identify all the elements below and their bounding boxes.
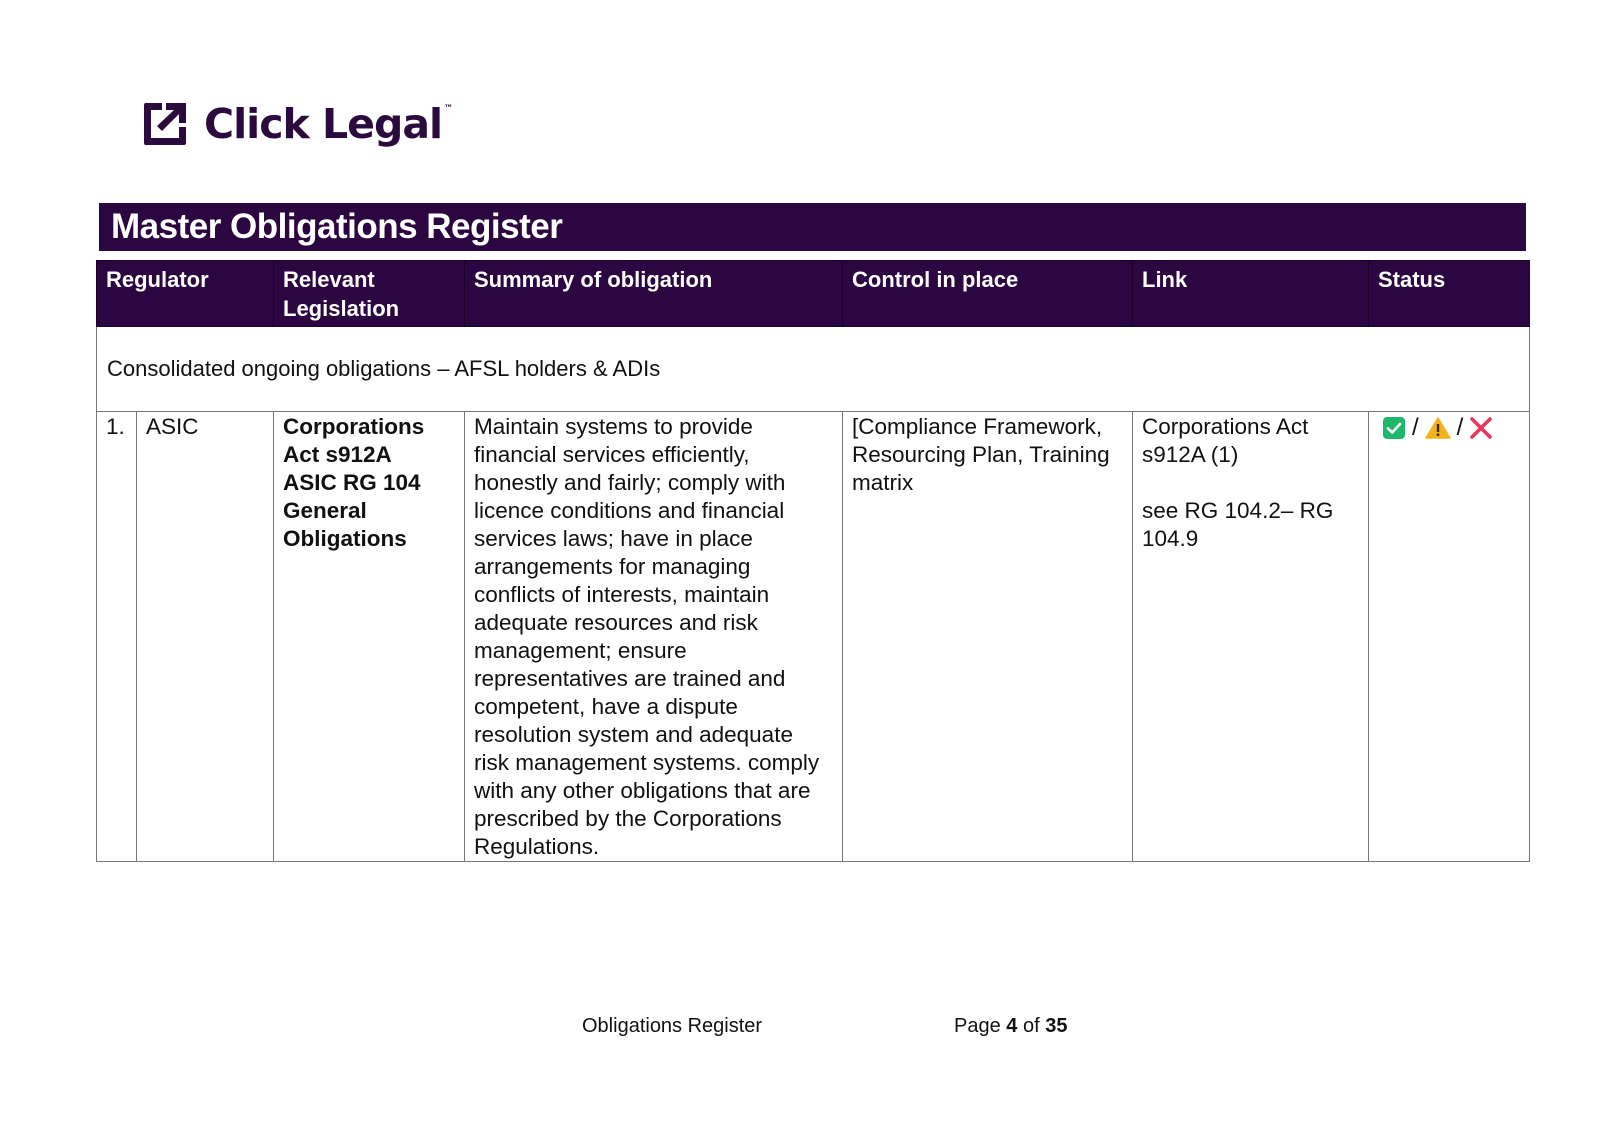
page-total: 35 [1045, 1015, 1068, 1037]
status-icons [1378, 413, 1520, 440]
status-separator: / [1456, 414, 1464, 441]
logo-trademark: ™ [444, 104, 454, 114]
header-legislation: Relevant Legislation [274, 261, 465, 327]
row-regulator: ASIC [137, 412, 274, 862]
row-status [1369, 412, 1530, 862]
row-summary: Maintain systems to provide financial services efficiently, honestly and fairly; comply with licence conditions and financial services laws; have in place arrangements for managing conflicts of interests, maintain adequate resources and risk management; ensure representatives are trained and competent, have a dispute resolution system and adequate risk management systems. comply with any other obligations that are prescribed by the Corporations Regulations. [465, 412, 843, 862]
header-regulator: Regulator [97, 261, 274, 327]
section-row [97, 327, 1530, 412]
link-reference: see RG 104.2– RG 104.9 [1142, 498, 1334, 551]
logo-text: Click Legal [204, 99, 443, 148]
page-prefix: Page [954, 1015, 1001, 1037]
page-number [954, 1015, 1067, 1038]
table-header-row [97, 261, 1530, 327]
header-link: Link [1133, 261, 1369, 327]
header-status: Status [1369, 261, 1530, 327]
header-summary: Summary of obligation [465, 261, 843, 327]
footer-label: Obligations Register [582, 1015, 763, 1037]
legislation-line: ASIC RG 104 [283, 470, 421, 495]
legislation-line: Corporations Act s912A [283, 414, 425, 467]
check-box-icon[interactable] [1382, 416, 1406, 440]
section-heading: Consolidated ongoing obligations – AFSL holders & ADIs [97, 327, 1530, 412]
arrow-out-square-icon [140, 99, 190, 149]
table-row [97, 412, 1530, 862]
page-title: Master Obligations Register [99, 203, 1526, 251]
link-reference: Corporations Act s912A (1) [1142, 414, 1309, 467]
header-control: Control in place [843, 261, 1133, 327]
warning-icon[interactable] [1425, 416, 1451, 440]
cross-icon[interactable] [1469, 416, 1493, 440]
legislation-line: General Obligations [283, 498, 407, 551]
status-separator: / [1412, 414, 1419, 441]
row-control: [Compliance Framework, Resourcing Plan, Training matrix [843, 412, 1133, 862]
row-legislation [274, 412, 465, 862]
logo [140, 96, 453, 152]
page-of: of [1022, 1015, 1040, 1037]
row-link [1133, 412, 1369, 862]
obligations-table [96, 260, 1530, 862]
page-current: 4 [1006, 1015, 1018, 1037]
row-number: 1. [97, 412, 137, 862]
